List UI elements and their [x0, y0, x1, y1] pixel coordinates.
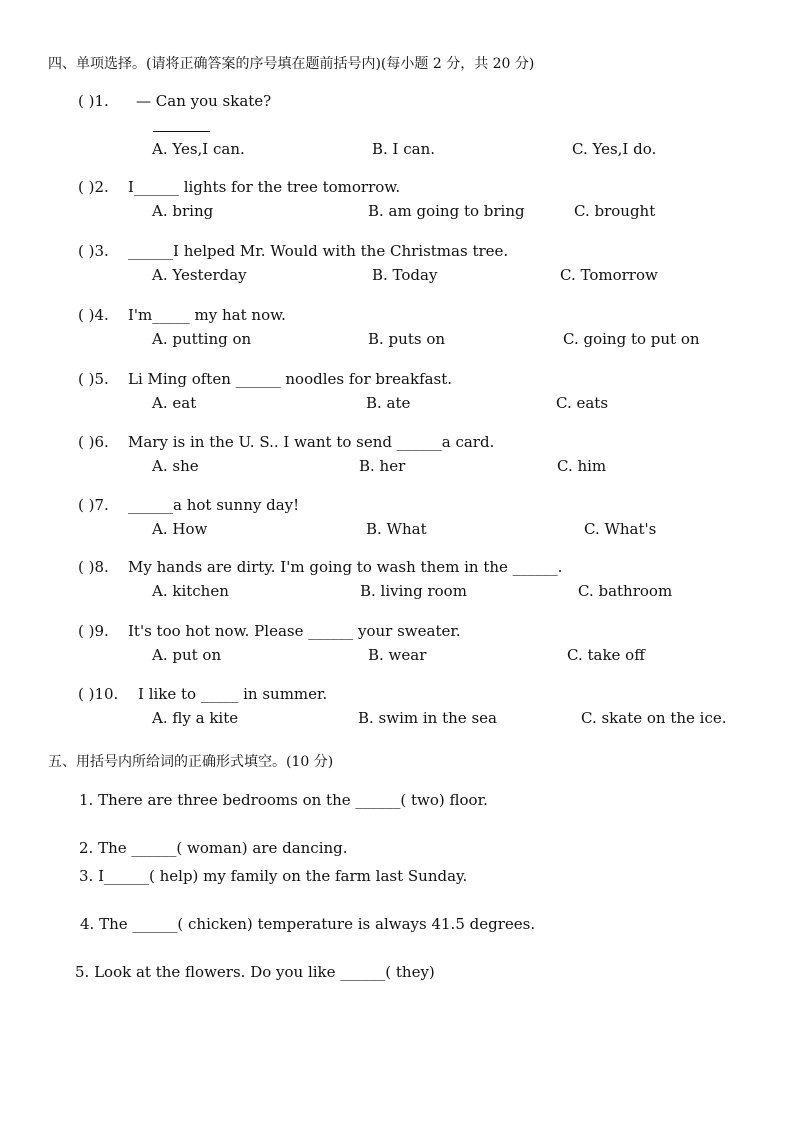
section-4-heading: 四、单项选择。(请将正确答案的序号填在题前括号内)(每小题 2 分，共 20 分) — [48, 56, 535, 72]
question-5-option-b: B. ate — [366, 394, 411, 412]
section-5-heading: 五、用括号内所给词的正确形式填空。(10 分) — [48, 754, 334, 770]
question-1-option-a: A. Yes,I can. — [152, 140, 245, 158]
question-3-option-c: C. Tomorrow — [560, 266, 658, 284]
question-1-option-c: C. Yes,I do. — [572, 140, 657, 158]
question-6-prefix: ( )6. — [78, 433, 109, 451]
question-9-text: It's too hot now. Please ______ your sweater. — [128, 622, 461, 640]
question-8-option-a: A. kitchen — [152, 582, 229, 600]
question-7-text: ______a hot sunny day! — [128, 496, 300, 514]
question-1-option-b: B. I can. — [372, 140, 436, 158]
question-2-option-a: A. bring — [152, 202, 214, 220]
question-4-option-c: C. going to put on — [563, 330, 700, 348]
question-7-option-b: B. What — [366, 520, 427, 538]
question-1-text: — Can you skate? — [136, 92, 272, 110]
question-5-text: Li Ming often ______ noodles for breakfast. — [128, 370, 453, 388]
fill-item-5: 5. Look at the flowers. Do you like ______( they) — [75, 963, 435, 981]
fill-item-3: 3. I______( help) my family on the farm last Sunday. — [79, 867, 468, 885]
question-9-option-b: B. wear — [368, 646, 427, 664]
fill-item-2: 2. The ______( woman) are dancing. — [79, 839, 348, 857]
question-8-option-c: C. bathroom — [578, 582, 673, 600]
question-8-prefix: ( )8. — [78, 558, 109, 576]
question-9-option-c: C. take off — [567, 646, 645, 664]
question-7-option-a: A. How — [152, 520, 208, 538]
question-10-option-a: A. fly a kite — [152, 709, 239, 727]
question-7-prefix: ( )7. — [78, 496, 109, 514]
question-6-option-c: C. him — [557, 457, 607, 475]
fill-item-1: 1. There are three bedrooms on the ______( two) floor. — [79, 791, 488, 809]
question-3-text: ______I helped Mr. Would with the Christmas tree. — [128, 242, 509, 260]
question-6-text: Mary is in the U. S.. I want to send ______a card. — [128, 433, 495, 451]
question-9-option-a: A. put on — [152, 646, 222, 664]
question-10-prefix: ( )10. — [78, 685, 119, 703]
question-8-text: My hands are dirty. I'm going to wash them in the ______. — [128, 558, 563, 576]
question-3-option-a: A. Yesterday — [152, 266, 247, 284]
question-2-option-c: C. brought — [574, 202, 656, 220]
question-5-option-a: A. eat — [152, 394, 197, 412]
question-2-option-b: B. am going to bring — [368, 202, 525, 220]
question-5-option-c: C. eats — [556, 394, 609, 412]
question-4-option-a: A. putting on — [152, 330, 252, 348]
question-4-option-b: B. puts on — [368, 330, 446, 348]
question-4-prefix: ( )4. — [78, 306, 109, 324]
question-5-prefix: ( )5. — [78, 370, 109, 388]
question-2-text: I______ lights for the tree tomorrow. — [128, 178, 401, 196]
question-1-prefix: ( )1. — [78, 92, 109, 110]
question-10-text: I like to _____ in summer. — [138, 685, 328, 703]
question-4-text: I'm_____ my hat now. — [128, 306, 286, 324]
question-10-option-b: B. swim in the sea — [358, 709, 497, 727]
question-7-option-c: C. What's — [584, 520, 657, 538]
question-3-prefix: ( )3. — [78, 242, 109, 260]
answer-blank-line — [153, 131, 210, 132]
question-10-option-c: C. skate on the ice. — [581, 709, 727, 727]
question-3-option-b: B. Today — [372, 266, 438, 284]
question-9-prefix: ( )9. — [78, 622, 109, 640]
question-2-prefix: ( )2. — [78, 178, 109, 196]
question-8-option-b: B. living room — [360, 582, 467, 600]
question-6-option-b: B. her — [359, 457, 406, 475]
fill-item-4: 4. The ______( chicken) temperature is always 41.5 degrees. — [80, 915, 536, 933]
question-6-option-a: A. she — [152, 457, 199, 475]
